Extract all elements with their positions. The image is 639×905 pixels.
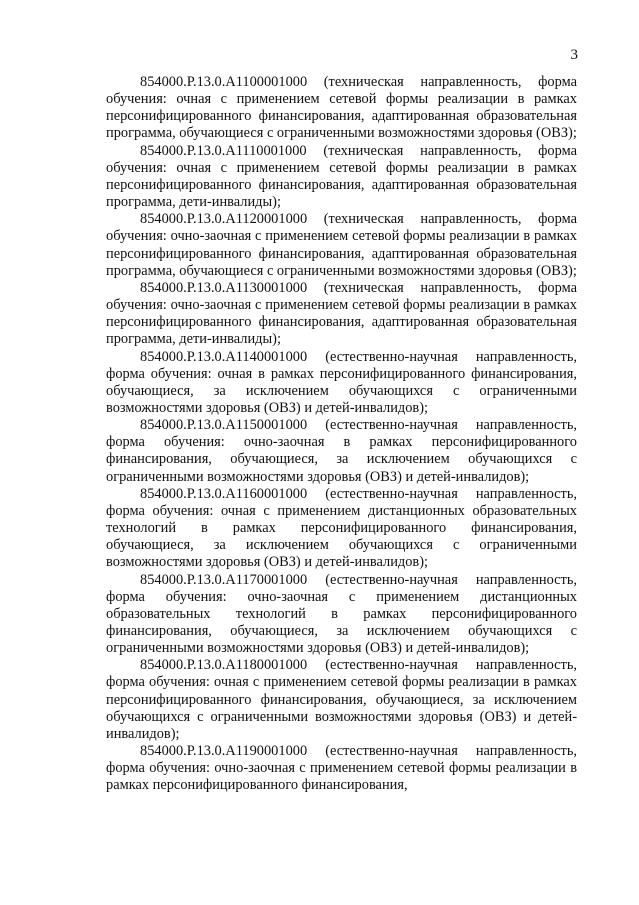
paragraph-a1140001000: 854000.Р.13.0.А1140001000 (естественно-научная направленность, форма обучения: очная в рамках персонифицированного финансирования, обучающиеся, за исключением обучающихся с ограниченными возможностями здоровья (ОВЗ) и детей-инвалидов); [106, 348, 577, 416]
paragraph-a1150001000: 854000.Р.13.0.А1150001000 (естественно-научная направленность, форма обучения: очно-заочная в рамках персонифицированного финансирования, обучающиеся, за исключением обучающихся с ограниченными возможностями здоровья (ОВЗ) и детей-инвалидов); [106, 417, 577, 485]
paragraph-a1100001000: 854000.Р.13.0.А1100001000 (техническая направленность, форма обучения: очная с применением сетевой формы реализации в рамках персонифицированного финансирования, адаптированная образовательная программа, обучающиеся с ограниченными возможностями здоровья (ОВЗ); [106, 74, 577, 142]
paragraph-a1170001000: 854000.Р.13.0.А1170001000 (естественно-научная направленность, форма обучения: очно-заочная с применением дистанционных образовательных технологий в рамках персонифицированного финансирования, обучающиеся, за исключением обучающихся с ограниченными возможностями здоровья (ОВЗ) и детей-инвалидов); [106, 571, 577, 657]
paragraph-a1130001000: 854000.Р.13.0.А1130001000 (техническая направленность, форма обучения: очно-заочная с применением сетевой формы реализации в рамках персонифицированного финансирования, адаптированная образовательная программа, дети-инвалиды); [106, 279, 577, 348]
paragraph-a1110001000: 854000.Р.13.0.А1110001000 (техническая направленность, форма обучения: очная с применением сетевой формы реализации в рамках персонифицированного финансирования, адаптированная образовательная программа, дети-инвалиды); [106, 142, 577, 211]
paragraph-a1160001000: 854000.Р.13.0.А1160001000 (естественно-научная направленность, форма обучения: очная с применением дистанционных образовательных технологий в рамках персонифицированного финансирования, обучающиеся, за исключением обучающихся с ограниченными возможностями здоровья (ОВЗ) и детей-инвалидов); [106, 485, 577, 571]
page-number: 3 [570, 47, 578, 63]
paragraph-a1180001000: 854000.Р.13.0.А1180001000 (естественно-научная направленность, форма обучения: очная с применением сетевой формы реализации в рамках персонифицированного финансирования, обучающиеся, за исключением обучающихся с ограниченными возможностями здоровья (ОВЗ) и детей-инвалидов); [106, 657, 577, 742]
paragraph-a1120001000: 854000.Р.13.0.А1120001000 (техническая направленность, форма обучения: очно-заочная с применением сетевой формы реализации в рамках персонифицированного финансирования, адаптированная образовательная программа, обучающиеся с ограниченными возможностями здоровья (ОВЗ); [106, 211, 577, 279]
document-body [106, 74, 577, 795]
paragraph-a1190001000: 854000.Р.13.0.А1190001000 (естественно-научная направленность, форма обучения: очно-заочная с применением сетевой формы реализации в рамках персонифицированного финансирования, [106, 743, 577, 794]
